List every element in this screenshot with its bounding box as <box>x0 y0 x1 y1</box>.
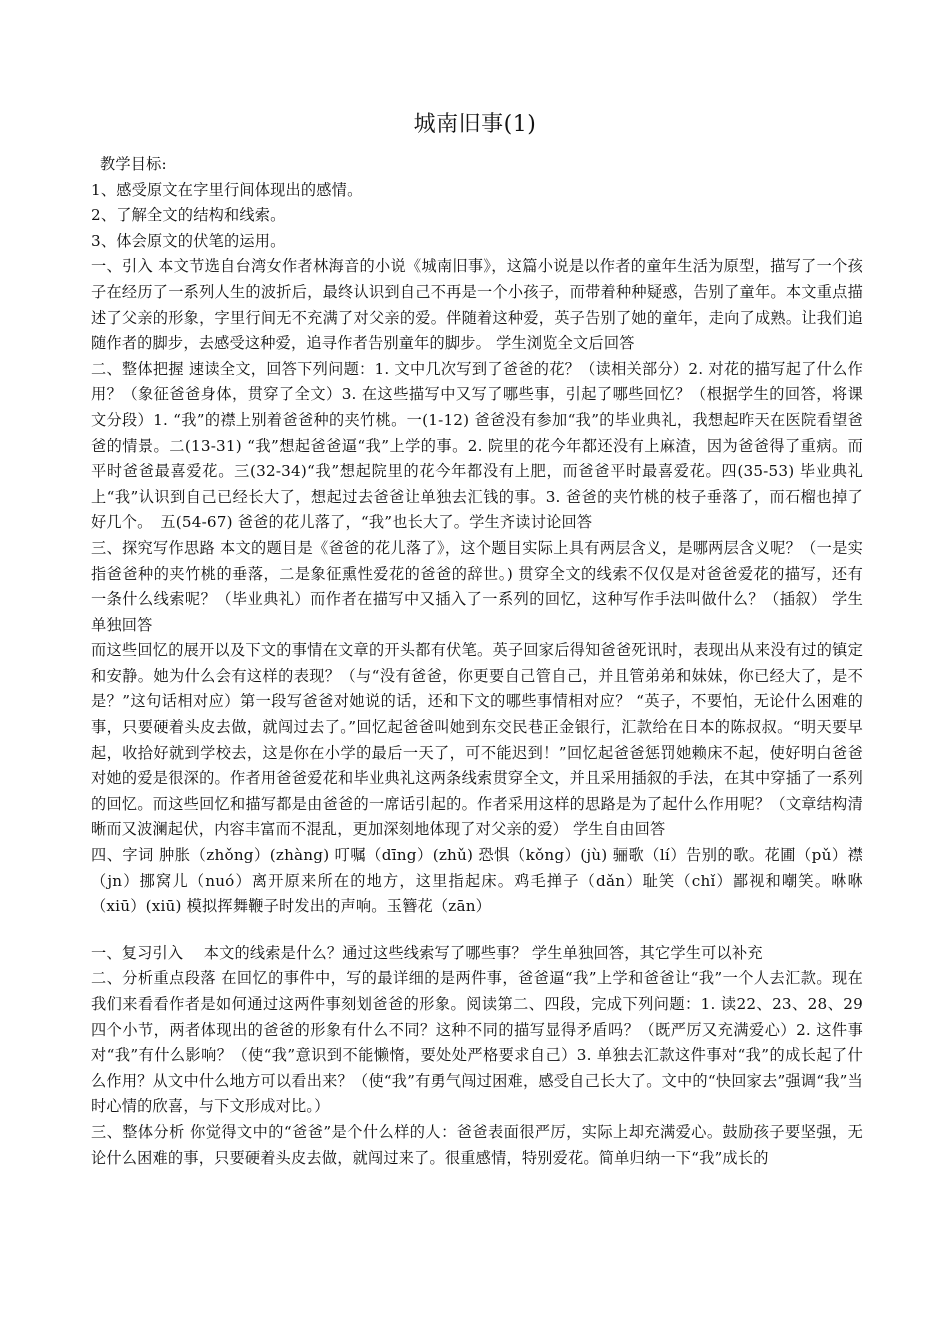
document-title: 城南旧事(1) <box>413 112 537 137</box>
paragraph-overall-analysis: 三、整体分析 你觉得文中的“爸爸”是个什么样的人：爸爸表面很严厉，实际上却充满爱心。鼓励孩子要坚强，无论什么困难的事，只要硬着头皮去做，就闯过来了。很重感情，特别爱花。简单归纳一下“我”成长的 <box>91 1122 863 1167</box>
paragraph-overview: 二、整体把握 速读全文，回答下列问题：1. 文中几次写到了爸爸的花？（读相关部分）2. 对花的描写起了什么作用？（象征爸爸身体，贯穿了全文）3. 在这些描写中又写了哪些事，引起了哪些回忆？（根据学生的回答，将课文分段）1. “我”的襟上别着爸爸种的夹竹桃。一(1-12) 爸爸没有参加“我”的毕业典礼，我想起昨天在医院看望爸爸的情景。二(13-31) “我”想起爸爸逼“我”上学的事。2. 院里的花今年都还没有上麻渣，因为爸爸得了重病。而平时爸爸最喜爱花。三(32-34)“我”想起院里的花今年都没有上肥，而爸爸平时最喜爱花。四(35-53) 毕业典礼上“我”认识到自己已经长大了，想起过去爸爸让单独去汇钱的事。3. 爸爸的夹竹桃的枝子垂落了，而石榴也掉了好几个。 五(54-67) 爸爸的花儿落了，“我”也长大了。学生齐读讨论回答 <box>91 359 863 532</box>
objective-item: 3、体会原文的伏笔的运用。 <box>91 231 286 250</box>
section-spacer <box>91 920 863 941</box>
document-body <box>91 152 863 1171</box>
objective-item: 2、了解全文的结构和线索。 <box>91 206 286 225</box>
paragraph-key-analysis: 二、分析重点段落 在回忆的事件中，写的最详细的是两件事，爸爸逼“我”上学和爸爸让“我”一个人去汇款。现在我们来看看作者是如何通过这两件事刻划爸爸的形象。阅读第二、四段，完成下列问题：1. 读22、23、28、29 四个小节，两者体现出的爸爸的形象有什么不同？这种不同的描写显得矛盾吗？（既严厉又充满爱心）2. 这件事对“我”有什么影响？（使“我”意识到不能懒惰，要处处严格要求自己）3. 单独去汇款这件事对“我”的成长起了什么作用？从文中什么地方可以看出来？（使“我”有勇气闯过困难，感受自己长大了。文中的“快回家去”强调“我”当时心情的欣喜，与下文形成对比。） <box>91 969 863 1116</box>
paragraph-writing-approach: 三、探究写作思路 本文的题目是《爸爸的花儿落了》，这个题目实际上具有两层含义，是哪两层含义呢？（一是实指爸爸种的夹竹桃的垂落，二是象征熏性爱花的爸爸的辞世。) 贯穿全文的线索不仅仅是对爸爸爱花的描写，还有一条什么线索呢？（毕业典礼）而作者在描写中又插入了一系列的回忆，这种写作手法叫做什么？（插叙） 学生单独回答 <box>91 538 863 634</box>
objectives-heading: 教学目标: <box>100 155 167 173</box>
paragraph-introduction: 一、引入 本文节选自台湾女作者林海音的小说《城南旧事》，这篇小说是以作者的童年生活为原型，描写了一个孩子在经历了一系列人生的波折后，最终认识到自己不再是一个小孩子，而带着种种疑惑，告别了童年。本文重点描述了父亲的形象，字里行间无不充满了对父亲的爱。伴随着这种爱，英子告别了她的童年，走向了成熟。让我们追随作者的脚步，去感受这种爱，追寻作者告别童年的脚步。 学生浏览全文后回答 <box>91 257 863 353</box>
paragraph-vocabulary: 四、字词 肿胀（zhǒng）(zhàng) 叮嘱（dīng）(zhǔ) 恐惧（kǒng）(jù) 骊歌（lí）告别的歌。花圃（pǔ）襟（jn）挪窝儿（nuó）离开原来所在的地方，这里指起床。鸡毛掸子（dǎn）耻笑（chǐ）鄙视和嘲笑。咻咻（xiū）(xiū) 模拟挥舞鞭子时发出的声响。玉簪花（zān） <box>91 846 863 916</box>
paragraph-foreshadowing: 而这些回忆的展开以及下文的事情在文章的开头都有伏笔。英子回家后得知爸爸死讯时，表现出从来没有过的镇定和安静。她为什么会有这样的表现？（与“没有爸爸，你更要自己管自己，并且管弟弟和妹妹，你已经大了，是不是？”这句话相对应）第一段写爸爸对她说的话，还和下文的哪些事情相对应？ “英子，不要怕，无论什么困难的事，只要硬着头皮去做，就闯过去了。”回忆起爸爸叫她到东交民巷正金银行，汇款给在日本的陈叔叔。“明天要早起，收拾好就到学校去，这是你在小学的最后一天了，可不能迟到！”回忆起爸爸惩罚她赖床不起，使好明白爸爸对她的爱是很深的。作者用爸爸爱花和毕业典礼这两条线索贯穿全文，并且采用插叙的手法，在其中穿插了一系列的回忆。而这些回忆和描写都是由爸爸的一席话引起的。作者采用这样的思路是为了起什么作用呢？（文章结构清晰而又波澜起伏，内容丰富而不混乱，更加深刻地体现了对父亲的爱） 学生自由回答 <box>91 641 863 839</box>
paragraph-review: 一、复习引入 本文的线索是什么？通过这些线索写了哪些事？ 学生单独回答，其它学生可以补充 <box>91 943 763 962</box>
objective-item: 1、感受原文在字里行间体现出的感情。 <box>91 180 363 199</box>
